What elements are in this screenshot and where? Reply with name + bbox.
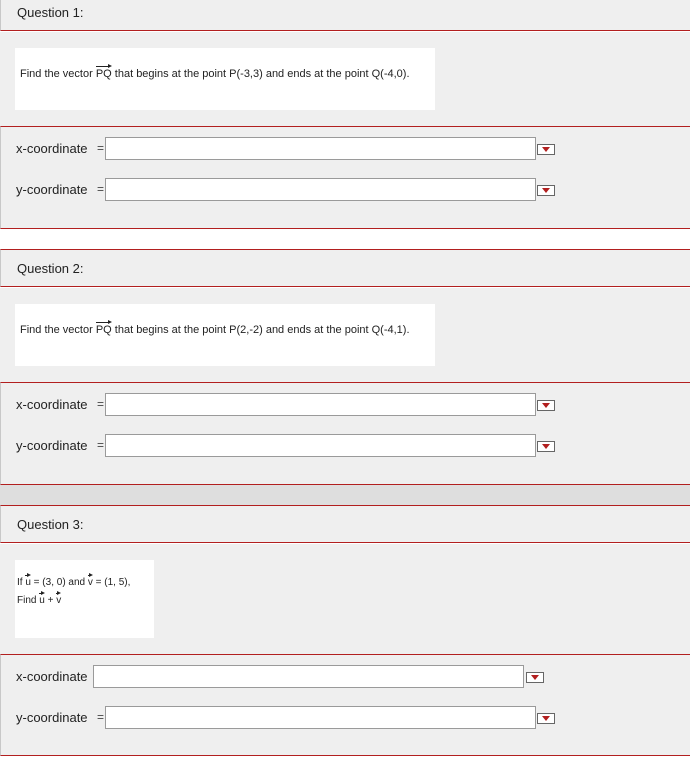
question-2-body	[0, 288, 690, 382]
x-coordinate-dropdown[interactable]	[537, 400, 555, 411]
vector-pq: PQ	[95, 324, 112, 336]
y-coordinate-dropdown[interactable]	[537, 441, 555, 452]
x-coordinate-label: x-coordinate	[16, 669, 88, 684]
y-coordinate-label: y-coordinate	[16, 182, 88, 197]
equals-sign: =	[97, 710, 105, 724]
equals-sign: =	[97, 397, 105, 411]
y-coordinate-input[interactable]	[105, 434, 536, 457]
y-coordinate-input[interactable]	[105, 178, 536, 201]
vector-u: u	[25, 577, 31, 588]
equals-sign: =	[97, 438, 105, 452]
answer-row-y	[1, 706, 690, 730]
question-2-header	[0, 249, 690, 287]
answer-row-y	[1, 434, 690, 458]
answer-row-y	[1, 178, 690, 202]
question-3-line-2: Find u + v	[17, 595, 62, 606]
x-coordinate-dropdown[interactable]	[526, 672, 544, 683]
question-1-prompt-box	[15, 48, 435, 110]
question-3-answers	[0, 654, 690, 756]
equals-sign: =	[97, 182, 105, 196]
vector-u: u	[39, 595, 45, 606]
vector-pq: PQ	[95, 68, 112, 80]
question-2-answers	[0, 382, 690, 485]
answer-row-x	[1, 137, 690, 161]
y-coordinate-dropdown[interactable]	[537, 713, 555, 724]
x-coordinate-input[interactable]	[93, 665, 524, 688]
question-1-body	[0, 32, 690, 126]
equals-sign: =	[97, 141, 105, 155]
answer-row-x	[1, 665, 690, 689]
question-3-header	[0, 505, 690, 543]
question-3-prompt-box	[15, 560, 154, 638]
question-1-header	[0, 0, 690, 31]
x-coordinate-label: x-coordinate	[16, 141, 88, 156]
question-3-line-1: If u = (3, 0) and v = (1, 5),	[17, 577, 131, 588]
vector-v: v	[87, 577, 93, 588]
x-coordinate-input[interactable]	[105, 137, 536, 160]
question-3-title: Question 3:	[17, 517, 84, 532]
question-3-body	[0, 544, 690, 654]
question-1-title: Question 1:	[17, 5, 84, 20]
question-2-prompt-box	[15, 304, 435, 366]
y-coordinate-input[interactable]	[105, 706, 536, 729]
vector-v: v	[56, 595, 62, 606]
x-coordinate-dropdown[interactable]	[537, 144, 555, 155]
section-separator	[0, 485, 690, 505]
x-coordinate-label: x-coordinate	[16, 397, 88, 412]
question-1-prompt: Find the vector PQ that begins at the point P(-3,3) and ends at the point Q(-4,0).	[20, 68, 410, 80]
y-coordinate-label: y-coordinate	[16, 710, 88, 725]
x-coordinate-input[interactable]	[105, 393, 536, 416]
y-coordinate-label: y-coordinate	[16, 438, 88, 453]
question-1-answers	[0, 126, 690, 229]
question-2-prompt: Find the vector PQ that begins at the point P(2,-2) and ends at the point Q(-4,1).	[20, 324, 410, 336]
question-2-title: Question 2:	[17, 261, 84, 276]
answer-row-x	[1, 393, 690, 417]
y-coordinate-dropdown[interactable]	[537, 185, 555, 196]
